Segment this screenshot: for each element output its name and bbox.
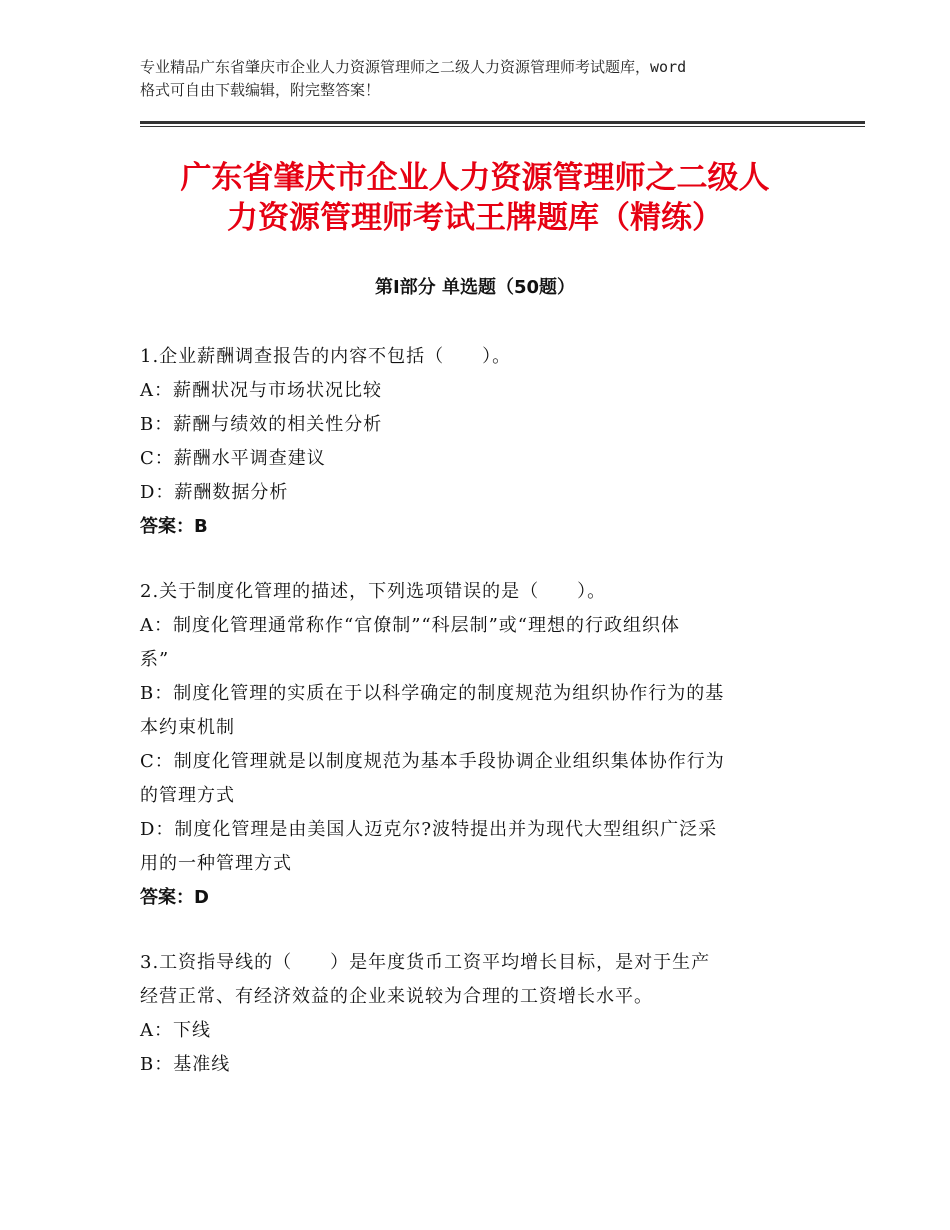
question-stem-line: 经营正常、有经济效益的企业来说较为合理的工资增长水平。 xyxy=(140,986,653,1007)
header-note-line: 格式可自由下载编辑，附完整答案！ xyxy=(140,81,381,99)
header-divider-thin xyxy=(140,126,865,127)
question-option-line: A：薪酬状况与市场状况比较 xyxy=(140,380,382,401)
question-option-line: 的管理方式 xyxy=(140,785,235,806)
answer-label: 答案：D xyxy=(140,887,209,908)
document-title xyxy=(120,158,830,238)
question-option-line: B：基准线 xyxy=(140,1054,231,1075)
question-option-line: A：下线 xyxy=(140,1020,211,1041)
question-option-line: B：制度化管理的实质在于以科学确定的制度规范为组织协作行为的基 xyxy=(140,683,725,704)
question-option-line: B：薪酬与绩效的相关性分析 xyxy=(140,414,383,435)
question-option-line: D：制度化管理是由美国人迈克尔?波特提出并为现代大型组织广泛采 xyxy=(140,819,718,840)
question-item xyxy=(140,575,810,915)
document-title-line: 广东省肇庆市企业人力资源管理师之二级人 xyxy=(180,160,770,196)
question-option-line: A：制度化管理通常称作“官僚制”“科层制”或“理想的行政组织体 xyxy=(140,615,681,636)
question-item xyxy=(140,946,810,1082)
answer-label: 答案：B xyxy=(140,516,208,537)
question-option-line: C：制度化管理就是以制度规范为基本手段协调企业组织集体协作行为 xyxy=(140,751,725,772)
question-option-line: C：薪酬水平调查建议 xyxy=(140,448,326,469)
question-item xyxy=(140,340,810,544)
question-option-line: 用的一种管理方式 xyxy=(140,853,292,874)
document-title-line: 力资源管理师考试王牌题库（精练） xyxy=(227,200,723,236)
question-option-line: 系” xyxy=(140,649,170,670)
question-list xyxy=(140,340,810,1113)
question-option-line: 本约束机制 xyxy=(140,717,235,738)
question-stem-line: 3.工资指导线的（ ）是年度货币工资平均增长目标，是对于生产 xyxy=(140,952,711,973)
header-note-line: 专业精品广东省肇庆市企业人力资源管理师之二级人力资源管理师考试题库，word xyxy=(140,58,687,76)
header-divider-thick xyxy=(140,121,865,124)
question-stem-line: 2.关于制度化管理的描述，下列选项错误的是（ ）。 xyxy=(140,581,607,602)
section-title: 第Ⅰ部分 单选题（50题） xyxy=(374,277,575,298)
header-note xyxy=(140,56,820,102)
question-option-line: D：薪酬数据分析 xyxy=(140,482,289,503)
question-stem-line: 1.企业薪酬调查报告的内容不包括（ ）。 xyxy=(140,346,512,367)
